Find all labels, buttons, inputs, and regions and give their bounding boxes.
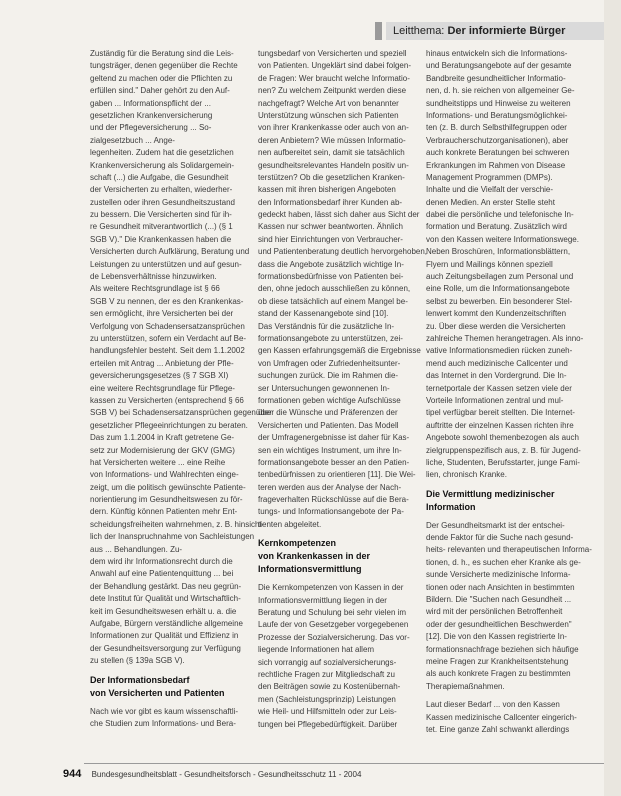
text-line: der Umfragenergebnisse ist daher für Kas- [258,433,410,443]
text-line: wird mit der persönlichen Betroffenheit [426,607,563,617]
text-line: dete Institut für Qualität und Wirtschaftlich- [90,594,241,604]
text-line: dende Faktor für die Suche nach gesund- [426,533,574,543]
text-line: erfüllen sind." Daher gehört zu den Auf- [90,86,230,96]
text-line: Leistungen zu unterstützen und auf gesun- [90,259,242,269]
section-heading [90,674,243,700]
text-line: gesundheitsrelevantes Handeln positiv un- [258,160,409,170]
text-line: als auch konkrete Fragen zu bestimmten [426,669,571,679]
text-line: Therapiemaßnahmen. [426,681,505,691]
text-line: gesetzlicher Pflegeeinrichtungen zu beraten. [90,420,248,430]
text-line: Informationen zur Qualität und Effizienz in [90,631,239,641]
section-heading [426,488,584,514]
text-line: tipel verfügbar bereit stellten. Die Internet- [426,408,575,418]
text-line: mend auch medizinische Callcenter und [426,358,568,368]
paragraph [90,48,250,283]
text-line: che Studien zum Informations- und Bera- [90,718,236,728]
text-line: oder der gesundheitlichen Beschwerden" [426,619,572,629]
text-line: Verbraucherschutzorganisationen), aber [426,135,569,145]
header-prefix: Leitthema: [393,25,445,37]
text-line: der Versicherten zu erhalten, wiederher- [90,185,233,195]
text-line: Der Gesundheitsmarkt ist der entschei- [426,520,565,530]
text-line: gesetzlichen Krankenversicherung [90,110,213,120]
text-line: lenwert kommt den Kundenzeitschriften [426,309,567,319]
paragraph [258,582,415,731]
text-line: Prozesse der Sozialversicherung. Das vor- [258,632,410,642]
footer-citation: Bundesgesundheitsblatt - Gesundheitsforsch - Gesundheitsschutz 11 - 2004 [91,770,362,779]
text-line: ob diese tatsächlich auf einem Mangel be- [258,296,408,306]
text-line: Laufe der von Gesetzgeber vorgegebenen [258,620,409,630]
text-line: SGB V zu nennen, der es den Krankenkas- [90,296,244,306]
text-line: dem wird ihr Informationsrecht durch die [90,557,233,567]
text-line: gaben ... Informationspflicht der ... [90,98,211,108]
text-line: kassen zu Versicherten (entsprechend § 66 [90,395,244,405]
text-line: erteilen mit Antrag ... Anbietung der Pfle- [90,358,234,368]
text-line: Vorteile Informationen zentral und mul- [426,395,564,405]
text-line: men (Sachleistungsprinzip) Leistungen [258,694,396,704]
text-line: geltend zu machen oder die Pflichten zu [90,73,233,83]
text-line: den, ohne jedoch ausschließen zu können, [258,284,411,294]
text-line: Kassen medizinische Callcenter eingerich- [426,712,577,722]
text-line: formationen geben wichtige Aufschlüsse [258,395,401,405]
text-line: keit im Gesundheitswesen erhält u. a. die [90,606,237,616]
text-line: Anwahl auf eine Patientenquittung ... bei [90,569,234,579]
paragraph [426,520,592,693]
text-line: tenbedürfnissen zu orientieren [11]. Die Wei- [258,470,416,480]
header-accent [375,22,382,40]
text-line: Bandbreite gesundheitlicher Informatio- [426,73,566,83]
text-line: handlungsfehler besteht. Seit dem 1.1.2002 [90,346,245,356]
text-line: Das zum 1.1.2004 in Kraft getretene Ge- [90,433,235,443]
text-line: hat Versicherten weitere ... eine Reihe [90,457,226,467]
text-line: nen? Zu welchem Zeitpunkt werden diese [258,86,407,96]
text-line: den Informationsbedarf ihrer Kunden ab- [258,197,403,207]
text-line: dabei die persönliche und telefonische In- [426,210,574,220]
text-line: kassen mit ihren bisherigen Angeboten [258,185,396,195]
text-line: auch Zeitungsbeilagen zum Personal und [426,272,574,282]
paragraph [90,432,265,667]
page-footer [63,768,361,780]
text-line: gedeckt haben, lässt sich daher aus Sicht der [258,210,420,220]
heading-line: Kernkompetenzen [258,538,337,549]
text-line: SGB V)." Die Krankenkassen haben die [90,234,232,244]
text-line: formationsbedürfnisse von Patienten bei- [258,272,404,282]
text-line: Aufgabe, Bürgern verständliche allgemeine [90,618,243,628]
text-line: lich der Inanspruchnahme von Sachleistungen [90,532,255,542]
text-line: formationsangebote zu unterstützen, zei- [258,333,403,343]
text-line: ten (z. B. durch Selbsthilfegruppen oder [426,123,567,133]
paragraph [426,699,584,736]
text-line: eine Rolle, um die Informationsangebote [426,284,570,294]
text-line: stand der Kassenangebote sind [10]. [258,309,389,319]
text-line: liche, Studenten, Berufsstarter, junge Fami- [426,457,580,467]
text-line: von Patienten. Ungeklärt sind dabei folgen- [258,61,411,71]
text-line: de Fragen: Wer braucht welche Informatio- [258,73,410,83]
text-line: legenheiten. Zudem hat die gesetzlichen [90,148,234,158]
heading-line: von Versicherten und Patienten [90,687,225,698]
paragraph [258,48,428,321]
text-line: Laut dieser Bedarf ... von den Kassen [426,700,560,710]
text-line: tungs- und Informationsangebote der Pa- [258,507,404,517]
section-heading [258,537,415,576]
text-line: schaft (...) die Aufgabe, die Gesundheit [90,172,229,182]
paragraph [426,48,584,184]
text-line: zu bessern. Die Versicherten sind für ih- [90,210,232,220]
text-line: selbst zu bewerben. Ein besonderer Stel- [426,296,573,306]
text-line: Unterstützung wünschen sich Patienten [258,110,399,120]
text-line: sen ein wichtiges Instrument, um ihre In- [258,445,402,455]
paragraph [258,321,421,532]
text-line: sen ermöglicht, ihre Versicherten bei der [90,309,234,319]
text-line: der Behandlung gestärkt. Das neu gegrün- [90,581,242,591]
text-line: tungen bei Pflegebedürftigkeit. Darüber [258,719,398,729]
text-line: tet. Eine ganze Zahl schwankt allerdings [426,724,570,734]
heading-line: Die Vermittlung medizinischer [426,488,555,499]
running-header [393,24,565,38]
text-line: frageverhalten Rückschlüsse auf die Bera- [258,495,409,505]
text-line: vative Informationsmedien rücken zuneh- [426,346,573,356]
text-line: gen Kassen erfahrungsgemäß die Ergebnisse [258,346,421,356]
text-line: lien, chronisch Kranke. [426,470,507,480]
page-edge [604,0,621,796]
text-line: Nach wie vor gibt es kaum wissenschaftli- [90,706,239,716]
text-line: Zuständig für die Beratung sind die Leis- [90,49,234,58]
text-line: scheidungsfreiheiten wahrnehmen, z. B. hinsicht- [90,519,265,529]
text-line: SGB V) bei Schadensersatzansprüchen gegenüber [90,408,272,418]
text-line: setz zur Modernisierung der GKV (GMG) [90,445,235,455]
text-line: zeigt, um die politisch gewünschte Patiente- [90,482,246,492]
text-line: Neben Broschüren, Informationsblättern, [426,247,571,257]
text-column-2 [258,48,428,731]
text-line: wie Heil- und Hilfsmitteln oder zur Leis- [258,707,397,717]
paragraph [426,184,584,481]
text-line: Informationsvermittlung liegen in der [258,595,387,605]
text-line: zielgruppenspezifisch aus, z. B. für Jugend- [426,445,581,455]
heading-line: Information [426,501,476,512]
text-line: Als weitere Rechtsgrundlage ist § 66 [90,284,220,294]
text-line: Flyern und Mailings können speziell [426,259,553,269]
footer-rule [84,763,604,764]
text-line: Beratung und Schulung bei sehr vielen im [258,608,407,618]
text-line: re Gesundheit mitverantwortlich (...) (§ 1 [90,222,233,232]
text-line: und der Pflegeversicherung ... So- [90,123,212,133]
text-line: Kassen nur schwer beantworten. Ähnlich [258,222,403,232]
text-line: meine Fragen zur Krankheitsentstehung [426,656,569,666]
text-line: denen Medien. An erster Stelle steht [426,197,555,207]
text-line: Erkrankungen im Rahmen von Disease [426,160,566,170]
paragraph [90,283,272,432]
text-line: von ihrer Krankenkasse oder auch von an- [258,123,409,133]
text-line: sind hier Einrichtungen von Verbraucher- [258,234,403,244]
text-line: Die Kernkompetenzen von Kassen in der [258,583,404,593]
text-line: zustellen oder ihren Gesundheitszustand [90,197,235,207]
text-line: das Internet in den Vordergrund. Die In- [426,371,567,381]
text-line: zialgesetzbuch ... Ange- [90,135,175,145]
text-line: heits- relevanten und therapeutischen Informa- [426,545,592,555]
text-line: auftritte der einzelnen Kassen richten ihre [426,420,574,430]
text-line: Verfolgung von Schadensersatzansprüchen [90,321,245,331]
text-line: eine weitere Rechtsgrundlage für Pflege- [90,383,235,393]
text-line: Versicherten und Patienten. Das Modell [258,420,399,430]
text-line: zu stellen (§ 139a SGB V). [90,656,185,666]
text-line: der Gesundheitsversorgung zur Verfügung [90,643,241,653]
text-line: nen aufbereitet sein, damit sie tatsächlich [258,148,405,158]
text-line: ternetportale der Kassen setzen viele der [426,383,572,393]
text-line: Management Programmen (DMPs). [426,172,553,182]
text-column-3 [426,48,592,736]
text-line: nen, d. h. sie reichen von allgemeiner Ge- [426,86,575,96]
heading-line: von Krankenkassen in der [258,551,371,562]
heading-line: Der Informationsbedarf [90,674,190,685]
text-line: von den Kassen weitere Informationswege. [426,234,579,244]
text-line: zu. Über diese werden die Versicherten [426,321,566,331]
text-line: Inhalte und die Vielfalt der verschie- [426,185,554,195]
text-line: formationsnachfrage beziehen sich häufige [426,644,579,654]
text-line: sundheitstipps und Hinweise zu weiteren [426,98,571,108]
text-line: terstützen? Ob die gesetzlichen Kranken- [258,172,405,182]
text-line: Das Verständnis für die zusätzliche In- [258,321,395,331]
text-line: geversicherungsgesetzes (§ 7 SGB XI) [90,371,229,381]
text-line: zahlreiche Themen herangetragen. Als inno- [426,333,584,343]
header-title: Der informierte Bürger [447,25,566,37]
heading-line: Informationsvermittlung [258,564,362,575]
text-line: Angebote sowohl themenbezogen als auch [426,433,579,443]
paragraph [90,706,243,731]
text-line: teren werden aus der Analyse der Nach- [258,482,402,492]
text-line: sunde Versicherte medizinische Informa- [426,570,571,580]
text-line: dass die Angebote zusätzlich wichtige In- [258,259,404,269]
text-line: ser Untersuchungen gewonnenen In- [258,383,390,393]
text-line: formation und Beratung. Zusätzlich wird [426,222,567,232]
text-line: liegende Informationen hat allem [258,645,375,655]
text-line: formationsangebote besser an den Patien- [258,457,410,467]
text-line: suchungen zurück. Die im Rahmen die- [258,371,399,381]
text-line: zu unterstützen, sofern ein Verdacht auf Be- [90,333,247,343]
text-line: auch konkrete Beratungen bei schweren [426,148,570,158]
text-line: Bildern. Die "Suchen nach Gesundheit ... [426,595,572,605]
text-line: hinaus entwickeln sich die Informations- [426,49,568,58]
text-line: tienten abgeleitet. [258,519,322,529]
text-line: von Umfragen oder Zufriedenheitsunter- [258,358,401,368]
text-line: und Patientenberatung deutlich hervorgehoben, [258,247,428,257]
text-column-1 [90,48,272,730]
text-line: tionen oder nach Ansichten in bestimmten [426,582,575,592]
text-line: nachgefragt? Welche Art von benannter [258,98,399,108]
text-line: tungsträger, denen gegenüber die Rechte [90,61,238,71]
text-line: rechtliche Fragen zur Mitgliedschaft zu [258,669,395,679]
text-line: Krankenversicherung als Solidargemein- [90,160,235,170]
text-line: dern. Künftig können Patienten mehr Ent- [90,507,238,517]
text-line: norientierung im Gesundheitswesen zu för- [90,495,243,505]
text-line: [12]. Die von den Kassen registrierte In- [426,632,567,642]
text-line: von Informations- und Wahlrechten einge- [90,470,239,480]
page-number: 944 [63,768,82,780]
text-line: und Beratungsangebote auf der gesamte [426,61,572,71]
text-line: über die Wünsche und Präferenzen der [258,408,398,418]
text-line: aus ... Behandlungen. Zu- [90,544,183,554]
text-line: Informations- und Beratungsmöglichkei- [426,110,568,120]
text-line: den Beiträgen sowie zu Kostenübernah- [258,682,401,692]
text-line: Versicherten durch Aufklärung, Beratung und [90,247,250,257]
text-line: deren Anbietern? Wie müssen Informatio- [258,135,406,145]
text-line: sich vorrangig auf sozialversicherungs- [258,657,397,667]
text-line: tungsbedarf von Versicherten und speziell [258,49,407,58]
text-line: de Lebensverhältnisse hinzuwirken. [90,272,217,282]
text-line: tionen, d. h., es suchen eher Kranke als ge- [426,557,581,567]
